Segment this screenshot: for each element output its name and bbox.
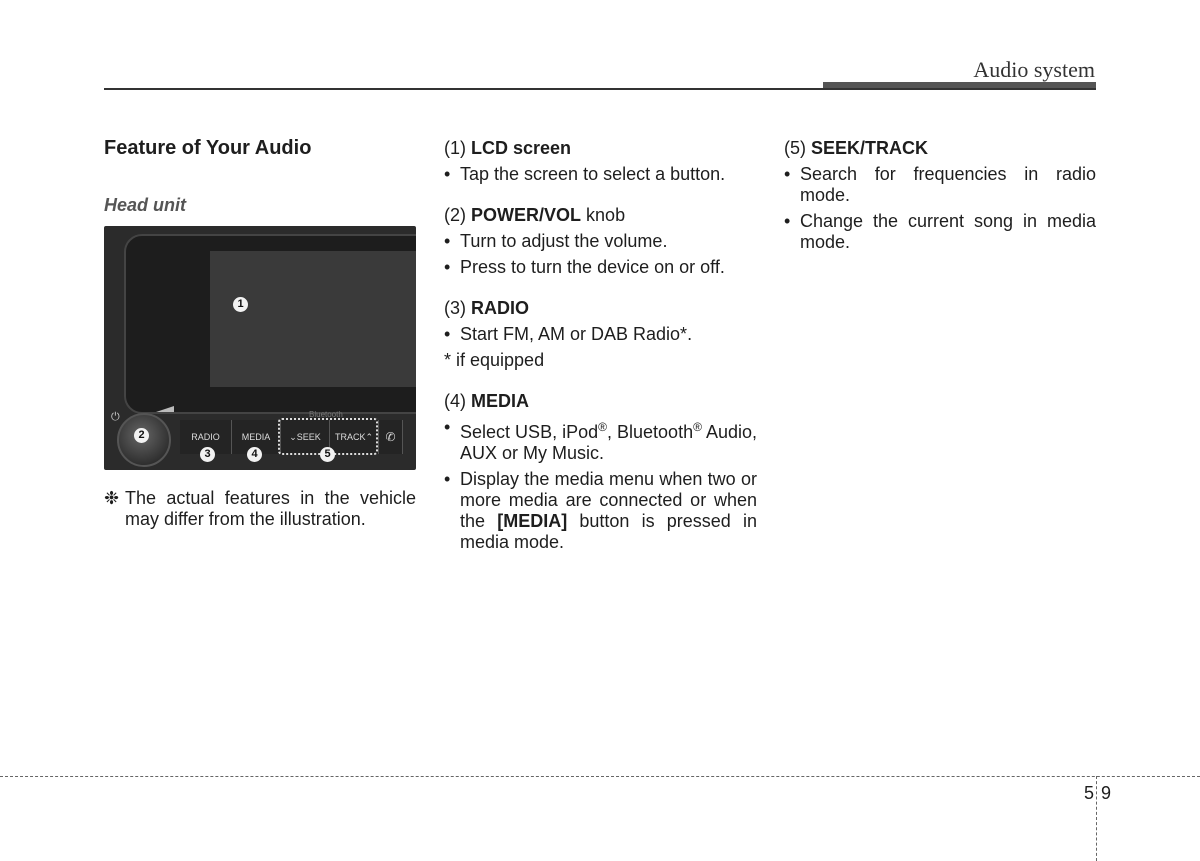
phone-button [379, 420, 403, 454]
list-item: • Change the current song in media mode. [784, 211, 1096, 253]
item-power-heading [444, 205, 757, 226]
track-button: TRACK⌃ [330, 420, 379, 454]
registered-mark: ® [693, 420, 702, 434]
callout-4: 4 [247, 447, 262, 462]
subheading: Head unit [104, 195, 187, 215]
bluetooth-label: Bluetooth [309, 410, 343, 419]
lcd-screen [210, 251, 416, 387]
footer-dashed-rule [0, 776, 1200, 777]
column-3 [784, 138, 1096, 273]
callout-1: 1 [233, 297, 248, 312]
item-number: (2) [444, 205, 466, 225]
callout-2: 2 [134, 428, 149, 443]
volume-icon [156, 406, 174, 412]
item-radio-bullets [444, 324, 757, 345]
registered-mark: ® [598, 420, 607, 434]
note-mark: ❉ [104, 488, 120, 508]
list-item: • Start FM, AM or DAB Radio*. [444, 324, 757, 345]
list-item: • Press to turn the device on or off. [444, 257, 757, 278]
list-item [444, 417, 757, 464]
item-media-heading [444, 391, 757, 412]
text-span: button is pressed in media mode. [460, 511, 757, 552]
illustration-note [104, 488, 416, 530]
item-power-bullets [444, 231, 757, 278]
item-media-bullets [444, 417, 757, 553]
text-span: , Bluetooth [606, 422, 694, 442]
item-title: LCD screen [471, 138, 572, 158]
item-title: SEEK/TRACK [811, 138, 929, 158]
item-number: (4) [444, 391, 466, 411]
column-1 [104, 138, 416, 530]
seek-button: ⌄SEEK [281, 420, 330, 454]
media-button: MEDIA [232, 420, 281, 454]
list-item [444, 469, 757, 553]
column-2 [444, 138, 757, 573]
item-lcd-heading [444, 138, 757, 159]
head-unit-illustration [104, 226, 416, 470]
media-key-label: [MEDIA] [497, 511, 568, 531]
page-number: 5 9 [1083, 783, 1112, 803]
radio-footnote: * if equipped [444, 350, 545, 370]
item-title: RADIO [471, 298, 530, 318]
item-seek-bullets [784, 164, 1096, 253]
list-item: • Search for frequencies in radio mode. [784, 164, 1096, 206]
button-row [180, 420, 416, 454]
header-title: Audio system [973, 57, 1095, 82]
item-title: POWER/VOL [471, 205, 582, 225]
phone-icon: ✆ [385, 429, 396, 444]
list-item: • Turn to adjust the volume. [444, 231, 757, 252]
item-number: (5) [784, 138, 806, 158]
header-rule [104, 88, 1096, 90]
list-item: • Tap the screen to select a button. [444, 164, 757, 185]
item-seek-heading [784, 138, 1096, 159]
item-number: (1) [444, 138, 466, 158]
item-radio-heading [444, 298, 757, 319]
callout-5: 5 [320, 447, 335, 462]
radio-button: RADIO [180, 420, 232, 454]
item-number: (3) [444, 298, 466, 318]
item-lcd-bullets [444, 164, 757, 185]
item-suffix: knob [586, 205, 626, 225]
note-text: The actual features in the vehicle may differ from the illustration. [125, 488, 416, 529]
callout-3: 3 [200, 447, 215, 462]
item-title: MEDIA [471, 391, 530, 411]
power-icon: ⏻ [111, 411, 120, 423]
text-span: Audio, AUX or My Music. [460, 422, 757, 463]
text-span: Select USB, iPod [460, 422, 599, 442]
text-span: Display the media menu when two or more media are connected or when the [460, 469, 757, 531]
section-title: Feature of Your Audio [104, 137, 312, 159]
